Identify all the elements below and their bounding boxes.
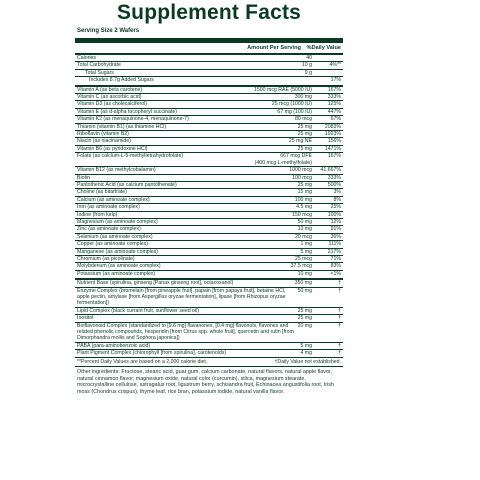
nutrient-name: Manganese (as aminoate complex) — [77, 248, 159, 255]
nutrient-name: Includes 8.7g Added Sugars — [89, 77, 154, 84]
nutrient-row — [75, 233, 343, 240]
amount-header: Amount Per Serving — [247, 45, 301, 51]
nutrient-dv: 333% — [327, 94, 341, 101]
nutrient-name: Iodine (from kelp) — [77, 211, 118, 218]
nutrition-group-3 — [75, 280, 343, 356]
nutrient-amount: 667 mcg DFE — [280, 153, 312, 160]
nutrient-row — [75, 196, 343, 203]
nutrient-row — [75, 93, 343, 100]
nutrient-row — [75, 322, 343, 342]
nutrient-row — [75, 248, 343, 255]
nutrient-dv: † — [338, 342, 341, 349]
nutrient-dv: † — [338, 307, 341, 314]
nutrient-dv: 3% — [333, 189, 341, 196]
nutrient-amount: 10 mg — [297, 270, 312, 277]
nutrient-amount: 25 mcg — [294, 255, 312, 262]
nutrient-row — [75, 174, 343, 181]
nutrient-amount: 1500 mcg RAE (5000 IU) — [254, 86, 312, 93]
nutrient-name: Enzyme Complex (bromelain [from pineapple fruit], papain [from papaya fruit], betaine HCl, apple pectin, amylase [from Aspergillus oryzae fermentation], lipase [from Rhizopus oryzae fermentation]) — [77, 287, 286, 307]
nutrient-dv: 125% — [327, 101, 341, 108]
nutrient-name: Vitamin C (as ascorbic acid) — [77, 94, 142, 101]
nutrient-dv: 1471% — [324, 145, 341, 152]
nutrient-name: Niacin (as niacinamide) — [77, 138, 131, 145]
nutrient-dv — [315, 160, 341, 166]
nutrient-row — [75, 225, 343, 232]
nutrient-row — [75, 314, 343, 321]
serving-size: Serving Size 2 Wafers — [77, 28, 140, 34]
nutrient-row — [75, 280, 343, 286]
nutrition-group-1 — [75, 55, 343, 84]
nutrient-amount: 25 mg — [297, 315, 312, 322]
nutrient-row — [75, 87, 343, 93]
nutrient-name: Bioflavonoid Complex (standardized to [9.6 mg] flavanones, [0.4 mg] flavonols, flavones and related phenolic compounds, hesperidin [from Citrus spp. whole fruit], quercetin and rutin [from Dimorphandra mollis and Sophora japonica]) — [77, 322, 294, 342]
panel-title: Supplement Facts — [116, 1, 302, 24]
nutrient-dv: 2083% — [324, 123, 341, 130]
nutrient-row — [75, 255, 343, 262]
nutrient-row — [75, 349, 343, 356]
nutrient-name: Plant Pigment Complex (chlorophyll [from spirulina], carotenoids) — [77, 350, 227, 357]
nutrient-amount: 5 mg — [300, 342, 312, 349]
nutrient-amount: 4 mg — [300, 350, 312, 357]
nutrient-amount: 100 mcg — [292, 174, 312, 181]
nutrient-amount: 1 mg — [300, 241, 312, 248]
nutrient-dv: 25% — [330, 204, 341, 211]
nutrient-amount: 15 mg — [297, 189, 312, 196]
supplement-facts-panel — [75, 0, 343, 480]
nutrient-amount: 37.5 mcg — [290, 263, 312, 270]
nutrient-amount: 25 mg — [297, 123, 312, 130]
footnote — [75, 357, 343, 366]
nutrient-dv: 1923% — [324, 131, 341, 138]
nutrient-name: Vitamin B12 (as methylcobalamin) — [77, 167, 156, 174]
nutrient-dv — [315, 70, 341, 76]
nutrient-name: Folate (as calcium-L-5-methyltetrahydrofolate) — [77, 153, 184, 160]
nutrient-name: Vitamin B6 (as pyridoxine HCl) — [77, 145, 148, 152]
nutrient-name: Copper (as aminoate complex) — [77, 241, 148, 248]
nutrient-row — [75, 115, 343, 122]
nutrient-dv: 156% — [327, 138, 341, 145]
nutrient-amount: 25 mcg (1000 IU) — [271, 101, 312, 108]
nutrient-dv: † — [338, 287, 341, 294]
nutrient-dv — [315, 55, 341, 61]
nutrient-dv: 67% — [330, 116, 341, 123]
nutrient-dv: 167% — [327, 86, 341, 93]
nutrient-row — [75, 152, 343, 159]
nutrient-amount: 1000 mcg — [289, 167, 312, 174]
nutrient-dv: 217% — [327, 248, 341, 255]
nutrient-name: Vitamin D3 (as cholecalciferol) — [77, 101, 147, 108]
nutrient-row — [75, 181, 343, 188]
footnote-dagger: †Daily Value not established. — [274, 358, 341, 365]
nutrient-dv: † — [338, 350, 341, 357]
nutrient-name: Potassium (as aminoate complex) — [77, 270, 156, 277]
nutrient-name: Riboflavin (vitamin B2) — [77, 131, 129, 138]
nutrient-name: Molybdenum (as aminoate complex) — [77, 263, 161, 270]
nutrient-row — [75, 130, 343, 137]
nutrient-amount: 40 — [306, 55, 312, 61]
nutrient-row — [75, 211, 343, 218]
nutrient-dv: <1% — [330, 270, 341, 277]
nutrient-row — [75, 76, 343, 83]
nutrient-name: Total Sugars — [85, 69, 114, 76]
nutrient-amount: 350 mg — [294, 280, 312, 287]
nutrient-name: Inositol — [77, 315, 94, 322]
nutrient-row — [75, 123, 343, 130]
nutrient-row — [75, 262, 343, 269]
nutrient-dv: 36% — [330, 233, 341, 240]
nutrient-amount: 25 mg — [297, 145, 312, 152]
nutrient-name: Calories — [77, 55, 97, 61]
nutrient-row — [75, 342, 343, 349]
nutrient-dv: † — [338, 322, 341, 329]
nutrient-dv: 447% — [327, 108, 341, 115]
nutrient-name: Zinc (as aminoate complex) — [77, 226, 141, 233]
nutrient-row — [75, 188, 343, 195]
nutrient-row — [75, 61, 343, 68]
nutrient-name: Nutrient Base (spirulina, ginseng [Panax ginseng root], octacosanol) — [77, 280, 234, 287]
nutrient-name: Magnesium (as aminoate complex) — [77, 218, 158, 225]
nutrient-name: PABA (para-aminobenzoic acid) — [77, 342, 151, 349]
nutrient-row — [75, 160, 343, 166]
nutrient-name: Selenium (as aminoate complex) — [77, 233, 153, 240]
nutrient-amount: 100 mg — [294, 196, 312, 203]
nutrient-amount: 20 mg — [297, 322, 312, 329]
nutrient-dv: 167% — [327, 153, 341, 160]
nutrient-name: Biotin — [77, 174, 90, 181]
nutrient-row — [75, 100, 343, 107]
nutrient-amount: 9 g — [304, 69, 312, 76]
nutrient-name — [77, 160, 255, 166]
nutrient-amount: 25 mg — [297, 307, 312, 314]
nutrient-name: Chromium (as picolinate) — [77, 255, 135, 262]
nutrient-row — [75, 108, 343, 115]
nutrient-row — [75, 270, 343, 277]
nutrient-name: Total Carbohydrate — [77, 62, 121, 69]
nutrient-amount: 25 mg — [297, 131, 312, 138]
nutrient-dv: 83% — [330, 263, 341, 270]
nutrient-amount: 300 mg — [294, 94, 312, 101]
nutrient-dv: † — [338, 315, 341, 322]
nutrient-dv: 100% — [327, 211, 341, 218]
nutrient-amount: 50 mg — [297, 218, 312, 225]
nutrient-row — [75, 145, 343, 152]
nutrient-row — [75, 218, 343, 225]
nutrient-amount: 10 g — [301, 62, 312, 69]
nutrient-amount: 25 mg NE — [288, 138, 312, 145]
nutrient-dv: † — [338, 280, 341, 287]
nutrient-amount: 150 mcg — [292, 211, 312, 218]
nutrient-row — [75, 166, 343, 173]
nutrient-name: Vitamin K2 (as menaquinone-4, menaquinone-7) — [77, 116, 189, 123]
nutrient-name: Iron (as aminoate complex) — [77, 204, 140, 211]
column-header — [75, 43, 343, 53]
nutrient-dv: 41,667% — [320, 167, 341, 174]
nutrient-row — [75, 307, 343, 314]
nutrient-dv: 12% — [330, 218, 341, 225]
nutrient-dv: 333% — [327, 174, 341, 181]
nutrient-name: Choline (as bitartrate) — [77, 189, 127, 196]
nutrient-dv: 500% — [327, 181, 341, 188]
nutrient-amount: 5 mg — [300, 248, 312, 255]
nutrient-amount: 80 mcg — [294, 116, 312, 123]
nutrient-amount: 67 mg (100 IU) — [277, 108, 312, 115]
nutrient-dv: 71% — [330, 255, 341, 262]
nutrient-name: Pantothenic Acid (as calcium pantothenate) — [77, 181, 177, 188]
nutrient-row — [75, 137, 343, 144]
nutrient-amount: 20 mcg — [294, 233, 312, 240]
nutrient-dv: 17% — [330, 77, 341, 84]
nutrient-amount: 4.5 mg — [296, 204, 312, 211]
nutrient-row — [75, 203, 343, 210]
nutrient-amount: 25 mg — [297, 181, 312, 188]
other-ingredients: Other ingredients: Fructose, stearic acid, guar gum, calcium carbonate, natural flavors, natural apple flavor, natural cinnamon flavor, magnesium oxide, natural color (curcumin), silica, magnesium stearate, microcrystalline cellulose, astragalus root, ligustrum berry, schisandra fruit, Echinacea angustifolia root, Irish moss (Chondrus crispus), thyme leaf, rice bran, potassium iodide, natural vanilla flavor. — [75, 366, 343, 395]
nutrient-dv: 91% — [330, 226, 341, 233]
nutrient-name: Vitamin A (as beta carotene) — [77, 86, 143, 93]
nutrient-dv: 8% — [333, 196, 341, 203]
nutrient-dv: 111% — [328, 241, 341, 248]
nutrient-name: Thiamin (vitamin B1) (as thiamine HCl) — [77, 123, 167, 130]
nutrient-row — [75, 287, 343, 307]
nutrient-amount: (400 mcg L-methylfolate) — [254, 159, 312, 166]
nutrition-group-2 — [75, 87, 343, 278]
nutrient-name: Lipid Complex (black currant fruit, sunflower seed oil) — [77, 307, 199, 314]
nutrient-amount: 50 mg — [297, 287, 312, 294]
nutrient-row — [75, 240, 343, 247]
nutrient-amount: 10 mg — [297, 226, 312, 233]
nutrient-name: Vitamin E (as d-alpha tocopheryl succinate) — [77, 108, 177, 115]
dv-header: %Daily Value — [306, 45, 341, 51]
nutrient-dv: 4%** — [329, 62, 341, 69]
nutrient-row — [75, 69, 343, 76]
footnote-dv: **Percent Daily Values are based on a 2,000 calorie diet. — [77, 358, 208, 365]
nutrient-row — [75, 55, 343, 61]
nutrient-name: Calcium (as aminoate complex) — [77, 196, 150, 203]
